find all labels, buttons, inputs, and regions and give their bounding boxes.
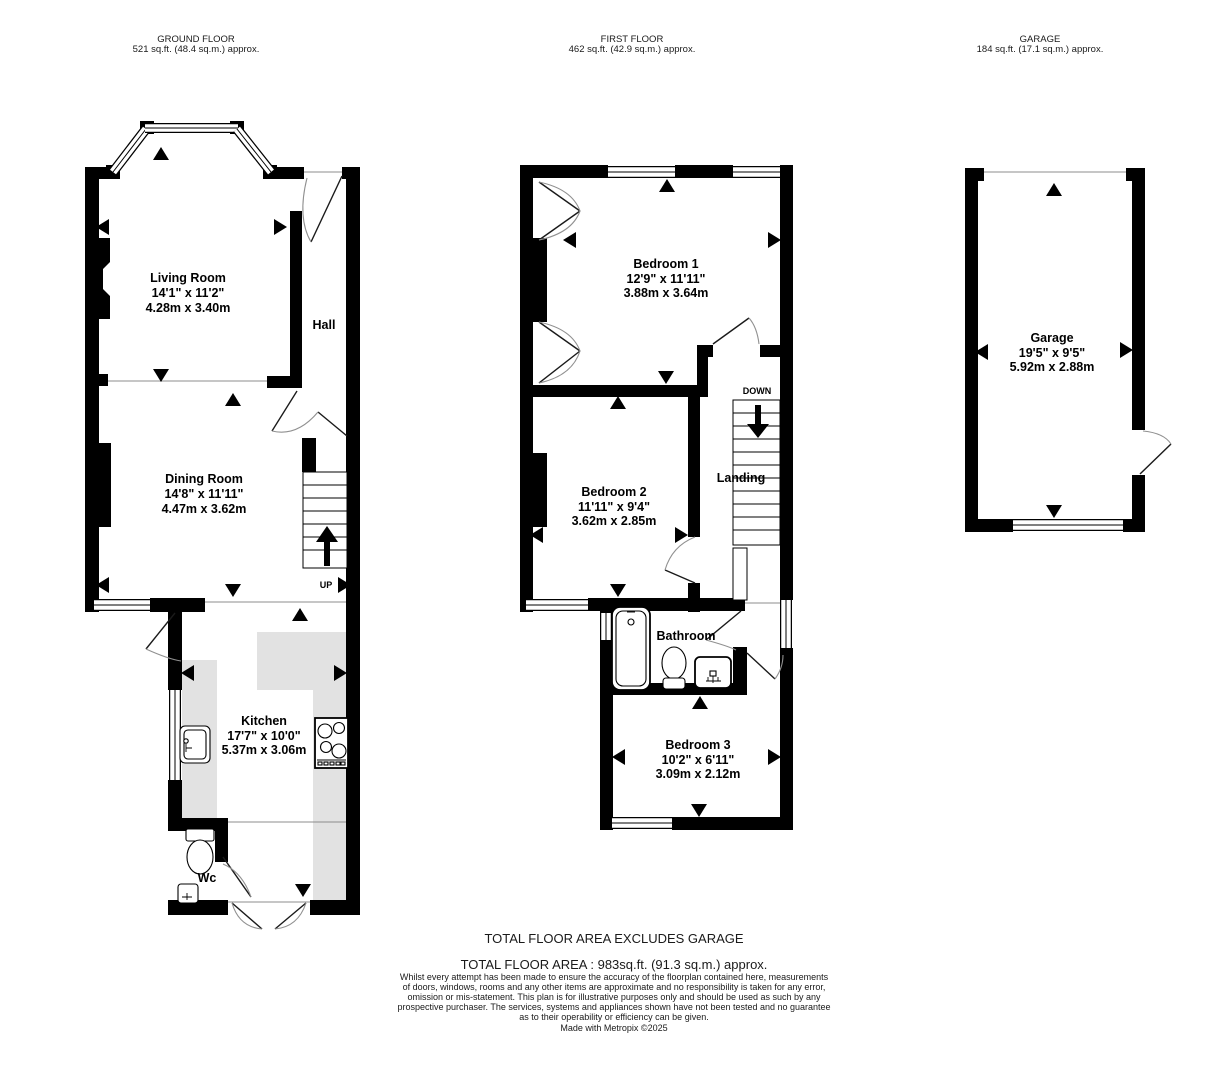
floor-headers [133,34,1104,55]
wall-segment [215,831,228,862]
direction-arrow-down-icon [1046,505,1062,518]
wall-segment [1132,168,1145,430]
first-floor-title: FIRST FLOOR [600,34,664,45]
direction-arrow-right-icon [1120,342,1133,358]
total-area-excludes-note: TOTAL FLOOR AREA EXCLUDES GARAGE [484,931,744,946]
ground-floor-area: 521 sq.ft. (48.4 sq.m.) approx. [132,44,260,55]
wall-segment [85,374,108,386]
bathroom-toilet [662,647,686,689]
bedroom3-metric: 3.09m x 2.12m [655,767,741,781]
kitchen-sink [180,726,210,763]
door-leaf [665,570,695,583]
living-room-metric: 4.28m x 3.40m [145,301,231,315]
bathroom-name: Bathroom [656,629,716,643]
door-leaf [318,412,347,436]
door-leaf [275,903,306,929]
garage-area: 184 sq.ft. (17.1 sq.m.) approx. [976,44,1104,55]
rear-double-doors [228,902,310,929]
wc-basin [178,884,198,903]
direction-arrow-right-icon [768,749,781,765]
dining-room-name: Dining Room [165,472,243,486]
direction-arrow-down-icon [295,884,311,897]
bedroom2-name: Bedroom 2 [581,485,647,499]
direction-arrow-down-icon [610,584,626,597]
bedroom3-name: Bedroom 3 [665,738,731,752]
stairs-up-label: UP [319,580,333,590]
wall-segment [780,648,793,830]
door-leaf [272,391,297,431]
first-floor-area: 462 sq.ft. (42.9 sq.m.) approx. [568,44,696,55]
bedroom2-door [665,537,695,583]
door-arc [665,537,695,570]
kitchen-name: Kitchen [241,714,287,728]
direction-arrow-up-icon [292,608,308,621]
direction-arrow-right-icon [675,527,688,543]
disclaimer-line: as to their operability or efficiency can be given. [519,1012,709,1022]
wall-segment [780,165,793,600]
door-leaf [223,857,251,897]
wall-segment [675,165,733,178]
bedroom1-door [713,318,759,344]
direction-arrow-up-icon [225,393,241,406]
kitchen-metric: 5.37m x 3.06m [221,743,307,757]
footer [397,931,830,1033]
ground-floor-plan [85,121,360,929]
direction-arrow-down-icon [691,804,707,817]
first-floor-plan [520,165,793,830]
wall-segment [600,695,613,830]
door-leaf [539,351,580,383]
living-room-imperial: 14'1" x 11'2" [151,286,225,300]
wall-segment [310,900,360,915]
ground-floor-title: GROUND FLOOR [157,34,235,45]
wall-segment [965,519,1013,532]
wall-segment [600,598,613,613]
door-arc [1143,431,1171,444]
bedroom2-metric: 3.62m x 2.85m [571,514,657,528]
dining-room-door [272,391,347,436]
kitchen-imperial: 17'7" x 10'0" [227,729,301,743]
bay-window [113,128,271,172]
garage-name: Garage [1030,331,1074,345]
closet-divider-wall [533,238,547,322]
direction-arrow-down-icon [225,584,241,597]
bedroom1-imperial: 12'9" x 11'11" [626,272,706,286]
wall-segment [688,397,700,537]
bedroom1-name: Bedroom 1 [633,257,699,271]
wc-name: Wc [197,871,217,885]
wall-segment [520,165,533,612]
direction-arrow-up-icon [1046,183,1062,196]
bedroom1-metric: 3.88m x 3.64m [623,286,709,300]
direction-arrow-left-icon [612,749,625,765]
direction-arrow-left-icon [563,232,576,248]
dining-room-imperial: 14'8" x 11'11" [164,487,244,501]
garage-side-door [1140,431,1171,474]
wall-segment [533,385,708,397]
garage-plan [965,168,1171,532]
garage-imperial: 19'5" x 9'5" [1018,346,1086,360]
wall-segment [85,167,99,612]
stairs-down-label: DOWN [742,386,772,396]
door-leaf [539,322,580,351]
stair-newel [733,548,747,600]
door-leaf [232,903,262,929]
wall-segment [520,598,526,611]
door-leaf [539,182,580,211]
wall-segment [672,817,793,830]
living-room-name: Living Room [150,271,226,285]
door-leaf [747,653,775,679]
wall-segment [965,168,978,532]
front-door [303,176,342,242]
direction-arrow-right-icon [274,219,287,235]
wall-segment [520,165,608,178]
wall-segment [168,780,182,822]
landing-name: Landing [716,471,766,485]
direction-arrow-right-icon [768,232,781,248]
wall-segment [760,345,780,357]
wall-segment [600,817,612,830]
disclaimer-line: Whilst every attempt has been made to ensure the accuracy of the floorplan contained here, measurements [399,972,829,982]
direction-arrow-up-icon [153,147,169,160]
kitchen-counter [257,632,346,690]
chimney-breast [96,443,111,527]
disclaimer-line: prospective purchaser. The services, systems and appliances shown have not been tested and no guarantee [397,1002,831,1012]
wall-segment [346,167,360,915]
door-arc [272,412,318,432]
door-leaf [713,318,749,344]
bedroom2-imperial: 11'11" x 9'4" [577,500,651,514]
wall-segment [168,612,182,690]
wall-segment [697,345,713,357]
wall-segment [85,598,94,612]
door-arc [749,318,759,344]
wall-segment [302,438,316,472]
garage-title: GARAGE [1019,34,1061,45]
wall-segment [150,598,205,612]
door-leaf [1140,444,1171,474]
door-leaf [311,176,342,242]
direction-arrow-down-icon [658,371,674,384]
disclaimer-line: of doors, windows, rooms and any other items are approximate and no responsibility is taken for any error, [402,982,826,992]
hall-name: Hall [312,318,336,332]
bathroom-basin [695,657,731,688]
direction-arrow-down-icon [153,369,169,382]
wall-segment [1123,519,1145,532]
wall-segment [290,211,302,386]
chimney-breast [533,453,547,527]
chimney-breast [96,238,110,319]
direction-arrow-up-icon [610,396,626,409]
garage-metric: 5.92m x 2.88m [1009,360,1095,374]
wall-segment [168,900,228,915]
door-arc [303,178,311,242]
bedroom3-door [747,653,783,679]
total-floor-area: TOTAL FLOOR AREA : 983sq.ft. (91.3 sq.m.) approx. [460,957,768,972]
wc-door [223,857,251,897]
dining-room-metric: 4.47m x 3.62m [161,502,247,516]
staircase-up [303,472,347,568]
staircase-down [733,400,780,600]
direction-arrow-up-icon [692,696,708,709]
wall-segment [267,376,302,388]
direction-arrow-up-icon [659,179,675,192]
metropix-credit: Made with Metropix ©2025 [560,1023,668,1033]
hob [315,718,348,768]
wc-toilet [186,829,214,874]
bathtub [612,607,650,690]
disclaimer-line: omission or mis-statement. This plan is for illustrative purposes only and should be used as such by any [407,992,821,1002]
bedroom3-imperial: 10'2" x 6'11" [661,753,735,767]
wall-segment [965,168,984,181]
